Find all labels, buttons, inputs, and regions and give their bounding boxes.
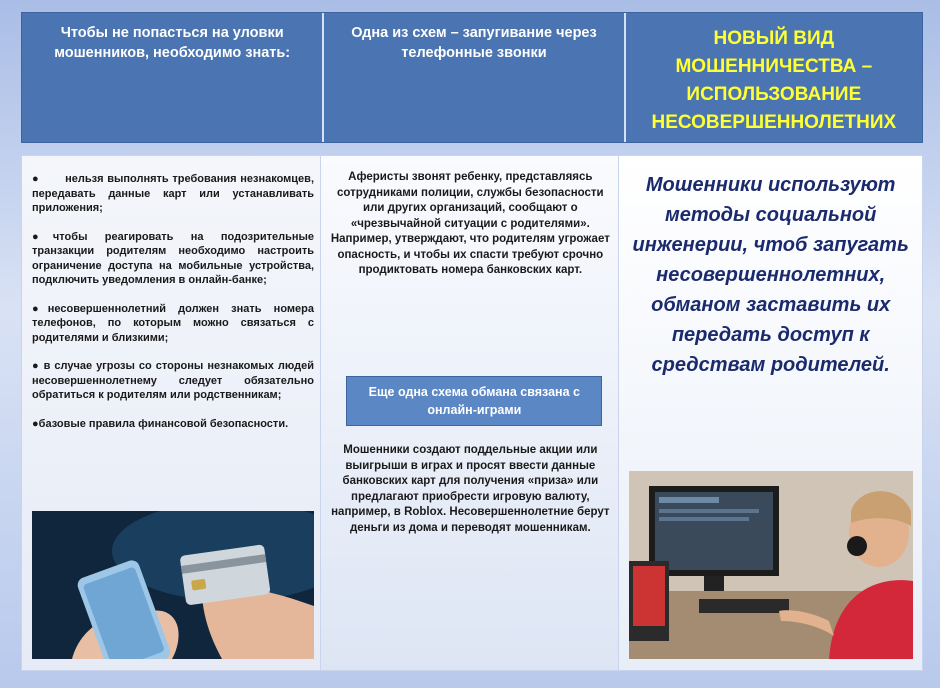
- header-col2-title: Одна из схем – запугивание через телефонные звонки: [324, 13, 625, 142]
- phone-card-illustration: [32, 511, 314, 659]
- social-engineering-column: [619, 156, 922, 670]
- phone-and-card-photo: [32, 511, 314, 659]
- tips-list: [32, 172, 314, 445]
- tip-item: ●базовые правила финансовой безопасности.: [32, 417, 289, 430]
- online-games-text: Мошенники создают поддельные акции или выигрыши в играх и просят ввести данные банковских карт для получения «приза» или предлагают приобрести игровую валюту, например, в Roblox. Несовершеннолетние берут деньги из дома и переводят мошенникам.: [331, 444, 610, 534]
- social-engineering-text: Мошенники используют методы социальной инженерии, чтоб запугать несовершеннолетних, обманом заставить их передать доступ к средствам родителей.: [632, 174, 909, 376]
- tip-item: ● в случае угрозы со стороны незнакомых людей несовершеннолетнему следует обязательно обратиться к родителям или родственникам;: [32, 360, 314, 401]
- header-row: [21, 12, 923, 143]
- phone-scheme-column: [321, 156, 618, 670]
- child-computer-illustration: [629, 471, 913, 659]
- child-at-computer-photo: [629, 471, 913, 659]
- online-games-box: Еще одна схема обмана связана с онлайн-играми: [346, 376, 602, 426]
- header-col1-title: Чтобы не попасться на уловки мошенников, необходимо знать:: [22, 13, 324, 142]
- tip-item: ●чтобы реагировать на подозрительные транзакции родителям необходимо настроить ограничение доступа на мобильные устройства, подключить уведомления в онлайн-банке;: [32, 230, 314, 286]
- tip-item: ● нельзя выполнять требования незнакомцев, передавать данные карт или устанавливать приложения;: [32, 173, 314, 214]
- header-col3-title: НОВЫЙ ВИД МОШЕННИЧЕСТВА – ИСПОЛЬЗОВАНИЕ НЕСОВЕРШЕННОЛЕТНИХ: [651, 28, 897, 133]
- tip-item: ●несовершеннолетний должен знать номера телефонов, по которым можно связаться с родителями и близкими;: [32, 302, 314, 344]
- phone-scheme-text: Аферисты звонят ребенку, представляясь сотрудниками полиции, службы безопасности или других организаций, сообщают о «чрезвычайной ситуации с родителями». Например, утверждают, что родителям угрожает опасность, и чтобы их спасти требуют срочно продиктовать номера банковских карт.: [330, 171, 610, 276]
- content-row: [21, 155, 923, 671]
- tips-column: [22, 156, 321, 670]
